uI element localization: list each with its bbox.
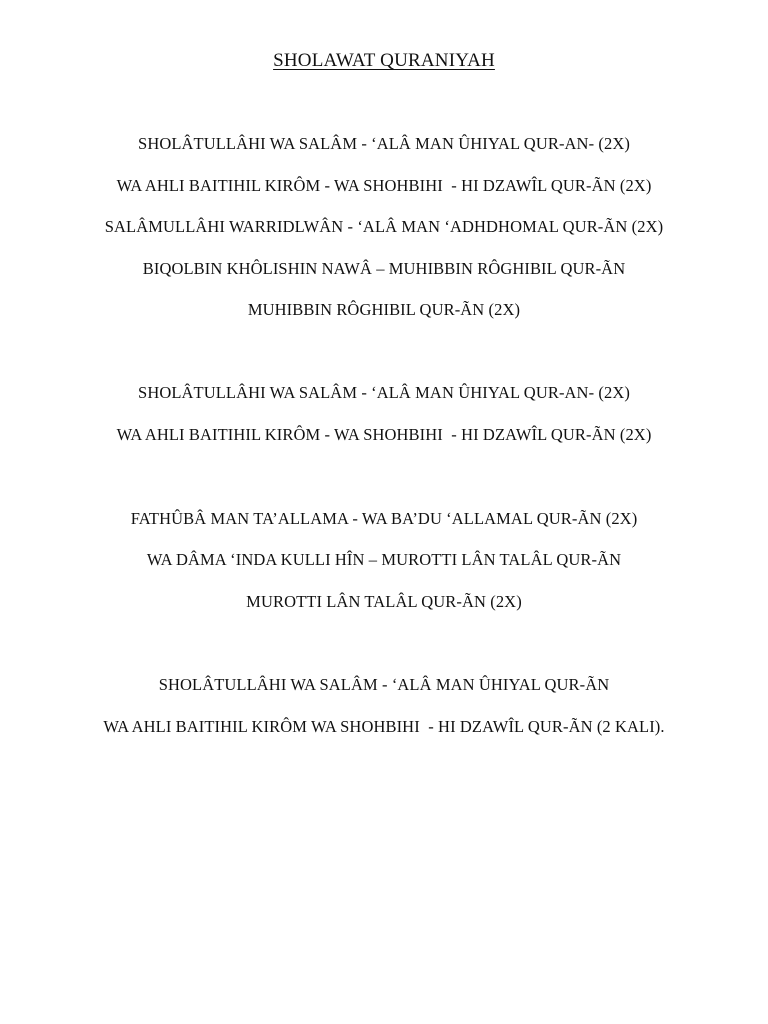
lyric-line: WA AHLI BAITIHIL KIRÔM WA SHOHBIHI - HI DZAWÎL QUR-ÃN (2 KALI).	[103, 717, 665, 736]
lyric-line: SHOLÂTULLÂHI WA SALÂM - ‘ALÂ MAN ÛHIYAL QUR-AN- (2X)	[138, 383, 630, 402]
lyric-line: WA AHLI BAITIHIL KIRÔM - WA SHOHBIHI - HI DZAWÎL QUR-ÃN (2X)	[116, 425, 652, 444]
lyric-line: SHOLÂTULLÂHI WA SALÂM - ‘ALÂ MAN ÛHIYAL QUR-ÃN	[158, 675, 610, 694]
lyric-line: WA AHLI BAITIHIL KIRÔM - WA SHOHBIHI - HI DZAWÎL QUR-ÃN (2X)	[116, 176, 652, 195]
lyric-line: BIQOLBIN KHÔLISHIN NAWÂ – MUHIBBIN RÔGHIBIL QUR-ÃN	[142, 259, 626, 278]
lyric-line: SHOLÂTULLÂHI WA SALÂM - ‘ALÂ MAN ÛHIYAL QUR-AN- (2X)	[138, 134, 630, 153]
lyric-line: MUROTTI LÂN TALÂL QUR-ÃN (2X)	[246, 592, 522, 611]
lyric-line: SALÂMULLÂHI WARRIDLWÂN - ‘ALÂ MAN ‘ADHDHOMAL QUR-ÃN (2X)	[104, 217, 664, 236]
lyric-line: FATHÛBÂ MAN TA’ALLAMA - WA BA’DU ‘ALLAMAL QUR-ÃN (2X)	[130, 509, 638, 528]
lyric-line: MUHIBBIN RÔGHIBIL QUR-ÃN (2X)	[247, 300, 521, 319]
lyric-line: WA DÂMA ‘INDA KULLI HÎN – MUROTTI LÂN TALÂL QUR-ÃN	[146, 550, 622, 569]
page-title: SHOLAWAT QURANIYAH	[273, 50, 495, 71]
